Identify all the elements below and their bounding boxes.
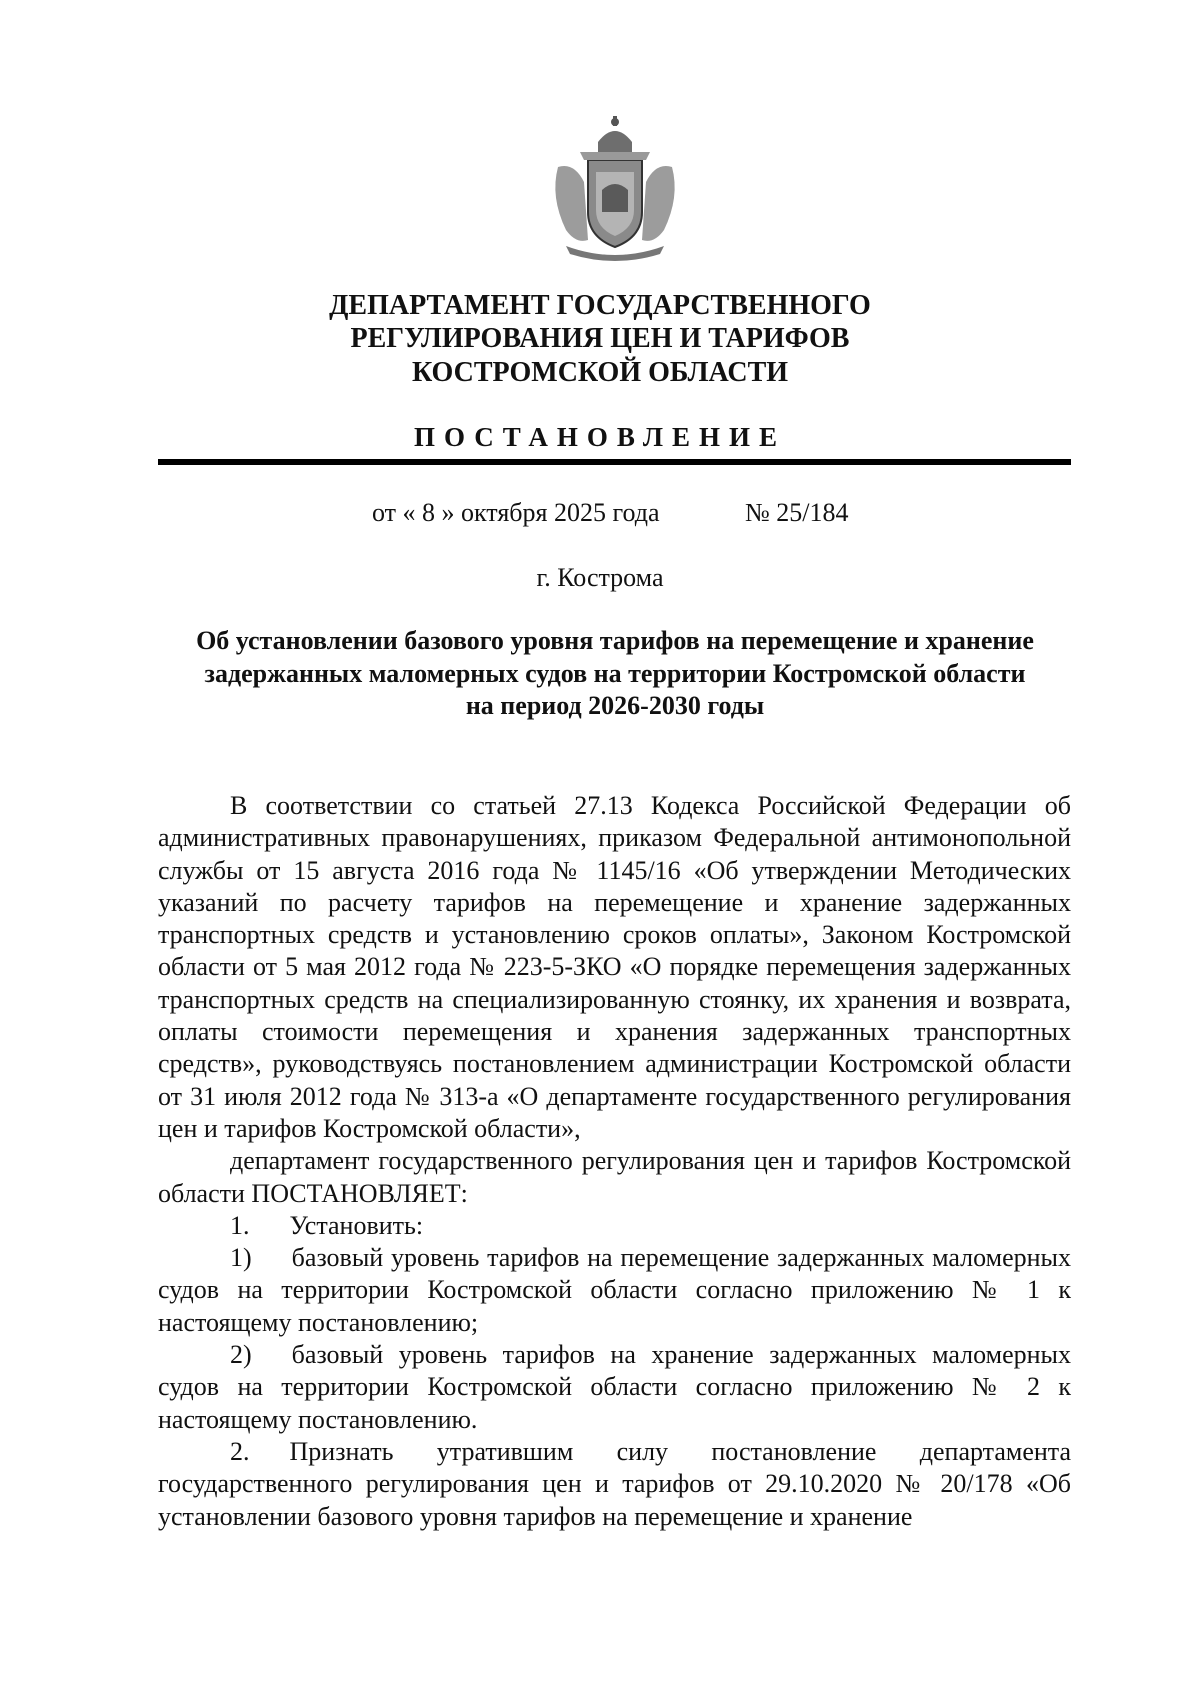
paragraph-1-2-number: 2) (230, 1340, 252, 1370)
resolves-paragraph: департамент государственного регулирования цен и тарифов Костромской области ПОСТАНОВЛЯЕТ: (158, 1146, 1071, 1208)
paragraph-1-2-text: базовый уровень тарифов на хранение задержанных маломерных судов на территории Костромской области согласно приложению № 2 к настоящему постановлению. (158, 1340, 1071, 1434)
paragraph-1-text: Установить: (289, 1210, 424, 1240)
department-header-line1: ДЕПАРТАМЕНТ ГОСУДАРСТВЕННОГО (329, 290, 871, 321)
header-rule (158, 459, 1071, 465)
paragraph-1 (158, 1210, 1071, 1242)
document-title-line1: Об установлении базового уровня тарифов на перемещение и хранение (196, 626, 1034, 655)
coat-of-arms-icon (540, 112, 690, 262)
document-type: ПОСТАНОВЛЕНИЕ (413, 422, 787, 452)
preamble-paragraph: В соответствии со статьей 27.13 Кодекса Российской Федерации об административных правонарушениях, приказом Федеральной антимонопольной службы от 15 августа 2016 года № 1145/16 «Об утверждении Методических указаний по расчету тарифов на перемещение и хранение задержанных транспортных средств и установлению сроков оплаты», Законом Костромской области от 5 мая 2012 года № 223-5-ЗКО «О порядке перемещения задержанных транспортных средств на специализированную стоянку, их хранения и возврата, оплаты стоимости перемещения и хранения задержанных транспортных средств», руководствуясь постановлением администрации Костромской области от 31 июля 2012 года № 313-а «О департаменте государственного регулирования цен и тарифов Костромской области», (158, 791, 1071, 1143)
document-date: от « 8 » октября 2025 года (372, 498, 660, 527)
document-number: № 25/184 (745, 498, 849, 527)
paragraph-1-1-text: базовый уровень тарифов на перемещение задержанных маломерных судов на территории Костромской области согласно приложению № 1 к настоящему постановлению; (158, 1243, 1071, 1337)
paragraph-1-2 (158, 1339, 1071, 1436)
department-header-line3: КОСТРОМСКОЙ ОБЛАСТИ (411, 357, 789, 388)
paragraph-1-1 (158, 1242, 1071, 1339)
paragraph-2-text: Признать утратившим силу постановление департамента государственного регулирования цен и тарифов от 29.10.2020 № 20/178 «Об установлении базового уровня тарифов на перемещение и хранение (158, 1436, 1071, 1531)
city: г. Кострома (536, 563, 664, 592)
department-header-line2: РЕГУЛИРОВАНИЯ ЦЕН И ТАРИФОВ (350, 323, 850, 354)
paragraph-1-1-number: 1) (230, 1243, 252, 1273)
document-body (158, 790, 1071, 1533)
document-title-line2: задержанных маломерных судов на территории Костромской области (204, 659, 1026, 688)
paragraph-2-number: 2. (230, 1436, 250, 1466)
paragraph-2 (158, 1436, 1071, 1533)
document-title-line3: на период 2026-2030 годы (465, 691, 765, 720)
paragraph-1-number: 1. (230, 1210, 250, 1240)
